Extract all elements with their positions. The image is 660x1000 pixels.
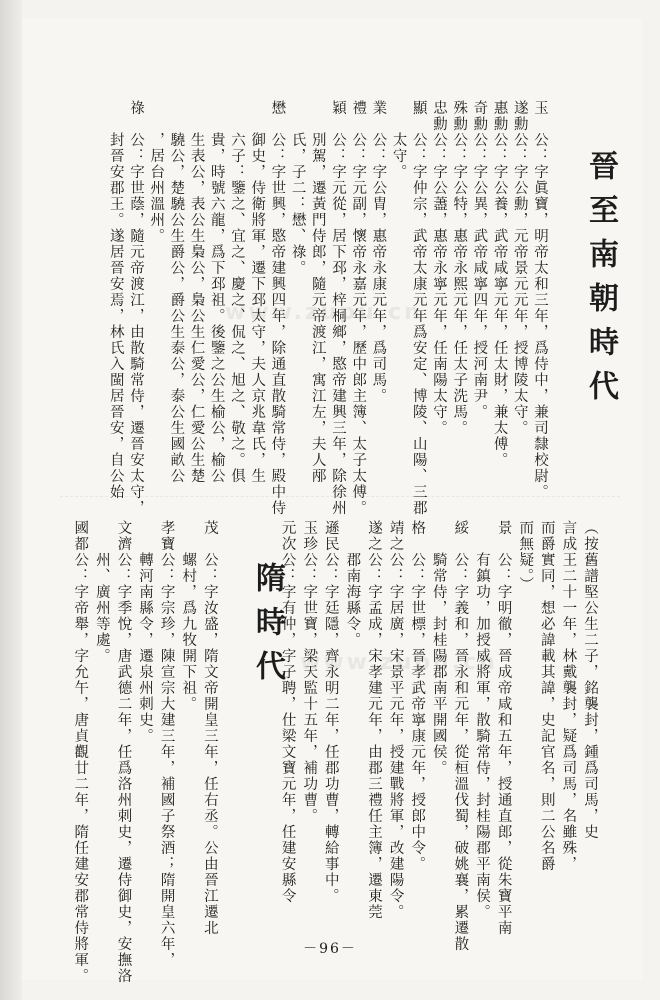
lower-text-column: 而爵實同，想必諱載其諱，史記官名，則二公名爵 <box>538 520 555 872</box>
lower-text-column: 文濟公：字季悅，唐武德二年，任爲洛州刺史，遷侍御史，安撫洛 <box>115 520 132 984</box>
book-spine-shadow <box>0 0 22 1000</box>
upper-text-column: 顯 公：字仲宗，武帝太康元年爲安定、博陵、山陽、三郡 <box>410 100 427 516</box>
upper-text-column: 六子：鑒之、宜之、慶之、侃之、旭之、敬之。俱 <box>229 100 245 484</box>
lower-text-column: 國都公：字帝舉，字允午，唐貞觀廿二年，隋任建安郡常侍將軍。 <box>72 520 89 984</box>
section-title-jin-southern: 晉至南朝時代 <box>583 150 618 414</box>
upper-text-column: 禮 公：字元副，懷帝永嘉元年，歷中郎主簿、太子太傅。 <box>350 100 367 516</box>
upper-text-column: 太守。 <box>390 100 407 180</box>
upper-text-column: 氏，子二：懋、祿。 <box>289 100 306 276</box>
lower-text-column: 靖之公：字居廣，宋景平元年，授建戰將軍，改建陽令。 <box>387 520 404 920</box>
upper-text-column: 懋 公：字世興，愍帝建興四年，除通直散騎常侍，殿中侍 <box>269 100 286 516</box>
watermark-lower: www.zupu.cn <box>300 650 498 675</box>
lower-text-column: 螺村，爲九牧開下祖。 <box>180 520 197 712</box>
lower-text-column: 言成王二十一年，林戴襲封，疑爲司馬，名雖殊， <box>560 520 577 872</box>
upper-text-column: 祿 公：字世蔭，隨元帝渡江，由散騎常侍，遷晉安太守， <box>128 100 144 516</box>
upper-text-column: 業 公：字公胄，惠帝永康元年，爲司馬。 <box>370 100 387 404</box>
upper-text-column: 忠勳公：字公藎，惠帝永寧元年，任南陽太守。 <box>431 100 447 436</box>
lower-text-column: 綏 公：字義和，晉永和元年，從桓溫伐蜀，破姚襄，累遷散 <box>452 520 469 952</box>
lower-text-column: 遜民公：字廷隱，齊永明二年，任郡功曹，轉給事中。 <box>322 520 339 904</box>
lower-text-column: 茂 公：字汝盛，隋文帝開皇三年，任右丞。公由晉江遷北 <box>201 520 218 936</box>
lower-text-column: 格 公：字世標，晉孝武帝寧康元年，授郎中令。 <box>409 520 426 872</box>
lower-text-column: 景 公：字明徹，晉成帝咸和五年，授通直郎，從朱寶平南 <box>495 520 512 936</box>
upper-text-column: 奇勳公：字公異，武帝咸寧四年，授河南尹。 <box>471 100 488 420</box>
lower-text-column: 郡南海縣令。 <box>344 520 361 648</box>
upper-text-column: 穎 公：字元從，居下邳，梓桐鄉，愍帝建興三年，除徐州 <box>330 100 346 516</box>
section-title-sui: 隋時代 <box>250 562 285 694</box>
lower-text-column: 有鎮功，加授威將軍，散騎常侍，封桂陽郡平南侯。 <box>474 520 490 920</box>
lower-text-column: 孝寶公：字宗珍，陳宣宗大建三年，補國子祭酒；隋開皇六年， <box>158 520 175 968</box>
upper-text-column: 生表公，表公生梟公，梟公生仁愛公，仁愛公生楚 <box>188 100 205 484</box>
upper-text-column: 玉 公：字眞寶，明帝太和三年，爲侍中，兼司隸校尉。 <box>532 100 548 500</box>
watermark-upper: www.zupu.cn <box>225 300 423 325</box>
lower-text-column: 玉珍公：字世寶，梁天監十五年，補功曹。 <box>301 520 318 824</box>
lower-text-column: 州、廣州等處。 <box>93 520 110 664</box>
upper-text-column: 封晉安郡王。遂居晉安焉，林氏入閩居晉安，自公始 <box>107 100 124 500</box>
upper-text-column: 御史，侍衛將軍，遷下邳太守，夫人京兆韋氏，生 <box>249 100 266 484</box>
lower-text-column: 騎常侍，封桂陽郡南平開國侯。 <box>430 520 447 776</box>
page-number: －96－ <box>303 941 357 957</box>
upper-text-column: 惠勳公：字公養，武帝咸寧元年，任太財，兼太傅。 <box>491 100 508 468</box>
lower-text-column: 元次公：字有仲，字子聘，仕梁文寶元年，任建安縣令 <box>279 520 296 904</box>
lower-text-column: 而無疑。） <box>517 520 534 593</box>
lower-text-column: 遂之公：字孟成，宋孝建元年，由郡三禮任主簿，遷東莞 <box>366 520 382 920</box>
upper-text-column: 貴，時號六龍，爲下邳祖。後鑒之公生榆公，榆公 <box>208 100 225 484</box>
upper-text-column: 驍公，楚驍公生爵公，爵公生泰公，泰公生國畝公 <box>168 100 185 484</box>
upper-text-column: 別駕，遷黃門侍郎，隨元帝渡江，寓江左，夫人邴 <box>309 100 326 484</box>
block-divider <box>60 496 620 497</box>
lower-text-column: （按舊譜堅公生二子，銘襲封，鍾爲司馬，史 <box>582 520 598 840</box>
upper-text-column: ，居台州溫州。 <box>148 100 165 244</box>
lower-text-column: 轉河南縣令，遷泉州刺史。 <box>137 520 154 744</box>
upper-text-column: 遂勳公：字公勳，元帝景元元年，授博陵太守。 <box>511 100 528 436</box>
upper-text-column: 殊勳公：字公特，惠帝永熙元年，任太子洗馬。 <box>451 100 468 436</box>
